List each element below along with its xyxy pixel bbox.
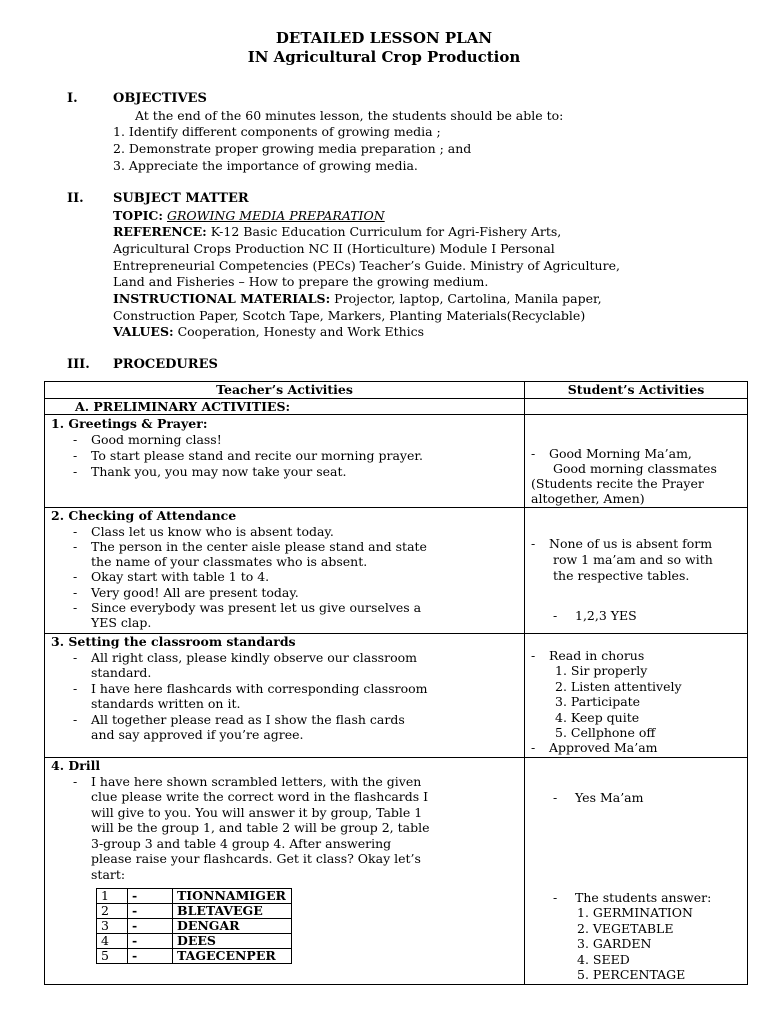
student-line: altogether, Amen) <box>531 491 645 506</box>
reference-label: REFERENCE: <box>113 224 207 239</box>
objectives-intro: At the end of the 60 minutes lesson, the students should be able to: <box>135 108 564 123</box>
title-line-2: IN Agricultural Crop Production <box>247 48 521 66</box>
answer-item: 3. GARDEN <box>577 936 652 951</box>
student-line: 1. Sir properly <box>555 663 648 678</box>
student-line: the respective tables. <box>553 568 690 583</box>
teacher-line: - All right class, please kindly observe our classroom <box>73 650 417 665</box>
materials-line: INSTRUCTIONAL MATERIALS: Projector, laptop, Cartolina, Manila paper, <box>113 291 602 306</box>
student-line: - The students answer: <box>553 890 712 905</box>
teacher-line: - Very good! All are present today. <box>73 585 299 600</box>
teacher-line: - I have here shown scrambled letters, with the given <box>73 774 422 789</box>
scrambled-row: 4 - DEES <box>97 934 292 949</box>
student-line: - Read in chorus <box>531 648 645 663</box>
col-header-student: Student’s Activities <box>525 382 748 399</box>
student-line: - Approved Ma’am <box>531 740 658 755</box>
scrambled-word: BLETAVEGE <box>173 904 292 919</box>
teacher-line: - Since everybody was present let us give ourselves a <box>73 600 422 615</box>
topic-label: TOPIC: <box>113 208 163 223</box>
objectives-heading: I. OBJECTIVES <box>67 91 207 106</box>
materials-label: INSTRUCTIONAL MATERIALS: <box>113 291 331 306</box>
scrambled-word: DENGAR <box>173 919 292 934</box>
objective-item: 2. Demonstrate proper growing media preparation ; and <box>113 141 472 156</box>
scrambled-row: 3 - DENGAR <box>97 919 292 934</box>
teacher-line: clue please write the correct word in the flashcards I <box>91 789 429 804</box>
col-header-teacher: Teacher’s Activities <box>45 382 525 399</box>
values-label: VALUES: <box>113 324 174 339</box>
scrambled-row: 1 - TIONNAMIGER <box>97 889 292 904</box>
materials-text: Construction Paper, Scotch Tape, Markers, Planting Materials(Recyclable) <box>113 308 586 323</box>
title-line-1: DETAILED LESSON PLAN <box>275 29 493 47</box>
student-line: - None of us is absent form <box>531 536 713 551</box>
greetings-heading: 1. Greetings & Prayer: <box>51 416 208 431</box>
student-line: row 1 ma’am and so with <box>553 552 713 567</box>
teacher-line: start: <box>91 867 126 882</box>
student-line: - 1,2,3 YES <box>553 608 637 623</box>
teacher-line: standard. <box>91 665 152 680</box>
teacher-line: - All together please read as I show the flash cards <box>73 712 405 727</box>
procedures-heading: III. PROCEDURES <box>67 357 218 372</box>
standards-heading: 3. Setting the classroom standards <box>51 634 296 649</box>
objective-item: 1. Identify different components of growing media ; <box>113 124 441 139</box>
topic-value: GROWING MEDIA PREPARATION <box>166 208 385 223</box>
student-line: 4. Keep quite <box>555 710 640 725</box>
scrambled-word: TAGECENPER <box>173 949 292 964</box>
teacher-line: YES clap. <box>91 615 152 630</box>
teacher-line: standards written on it. <box>91 696 241 711</box>
values-line: VALUES: Cooperation, Honesty and Work Ethics <box>113 324 425 339</box>
teacher-line: - Class let us know who is absent today. <box>73 524 334 539</box>
teacher-line: the name of your classmates who is absent. <box>91 554 368 569</box>
student-line: Good morning classmates <box>553 461 717 476</box>
teacher-line: will be the group 1, and table 2 will be group 2, table <box>91 820 430 835</box>
answer-item: 1. GERMINATION <box>577 905 693 920</box>
answer-item: 4. SEED <box>577 952 630 967</box>
student-line: - Yes Ma’am <box>553 790 644 805</box>
subject-heading: II. SUBJECT MATTER <box>67 191 249 206</box>
student-line: - Good Morning Ma’am, <box>531 446 692 461</box>
answer-item: 5. PERCENTAGE <box>577 967 686 982</box>
student-line: (Students recite the Prayer <box>531 476 704 491</box>
objective-item: 3. Appreciate the importance of growing media. <box>113 158 418 173</box>
drill-heading: 4. Drill <box>51 758 101 773</box>
teacher-line: - To start please stand and recite our morning prayer. <box>73 448 423 463</box>
student-line: 2. Listen attentively <box>555 679 682 694</box>
teacher-line: - I have here flashcards with corresponding classroom <box>73 681 428 696</box>
teacher-line: - Thank you, you may now take your seat. <box>73 464 347 479</box>
teacher-line: 3-group 3 and table 4 group 4. After answering <box>91 836 392 851</box>
student-line: 3. Participate <box>555 694 641 709</box>
teacher-line: - Good morning class! <box>73 432 222 447</box>
reference-text: Land and Fisheries – How to prepare the growing medium. <box>113 274 489 289</box>
scrambled-row: 5 - TAGECENPER <box>97 949 292 964</box>
student-line: 5. Cellphone off <box>555 725 656 740</box>
reference-text: Entrepreneurial Competencies (PECs) Teacher’s Guide. Ministry of Agriculture, <box>113 258 620 273</box>
preliminary-heading: A. PRELIMINARY ACTIVITIES: <box>45 399 525 415</box>
teacher-line: and say approved if you’re agree. <box>91 727 304 742</box>
teacher-line: - The person in the center aisle please stand and state <box>73 539 427 554</box>
reference-text: Agricultural Crops Production NC II (Horticulture) Module I Personal <box>113 241 555 256</box>
scrambled-row: 2 - BLETAVEGE <box>97 904 292 919</box>
scrambled-word: TIONNAMIGER <box>173 889 292 904</box>
attendance-heading: 2. Checking of Attendance <box>51 508 237 523</box>
teacher-line: - Okay start with table 1 to 4. <box>73 569 270 584</box>
teacher-line: please raise your flashcards. Get it class? Okay let’s <box>91 851 421 866</box>
reference-line: REFERENCE: K-12 Basic Education Curriculum for Agri-Fishery Arts, <box>113 224 562 239</box>
scrambled-word: DEES <box>173 934 292 949</box>
scrambled-words-table <box>96 888 292 964</box>
answer-item: 2. VEGETABLE <box>577 921 674 936</box>
teacher-line: will give to you. You will answer it by group, Table 1 <box>91 805 423 820</box>
topic-line <box>113 208 385 223</box>
